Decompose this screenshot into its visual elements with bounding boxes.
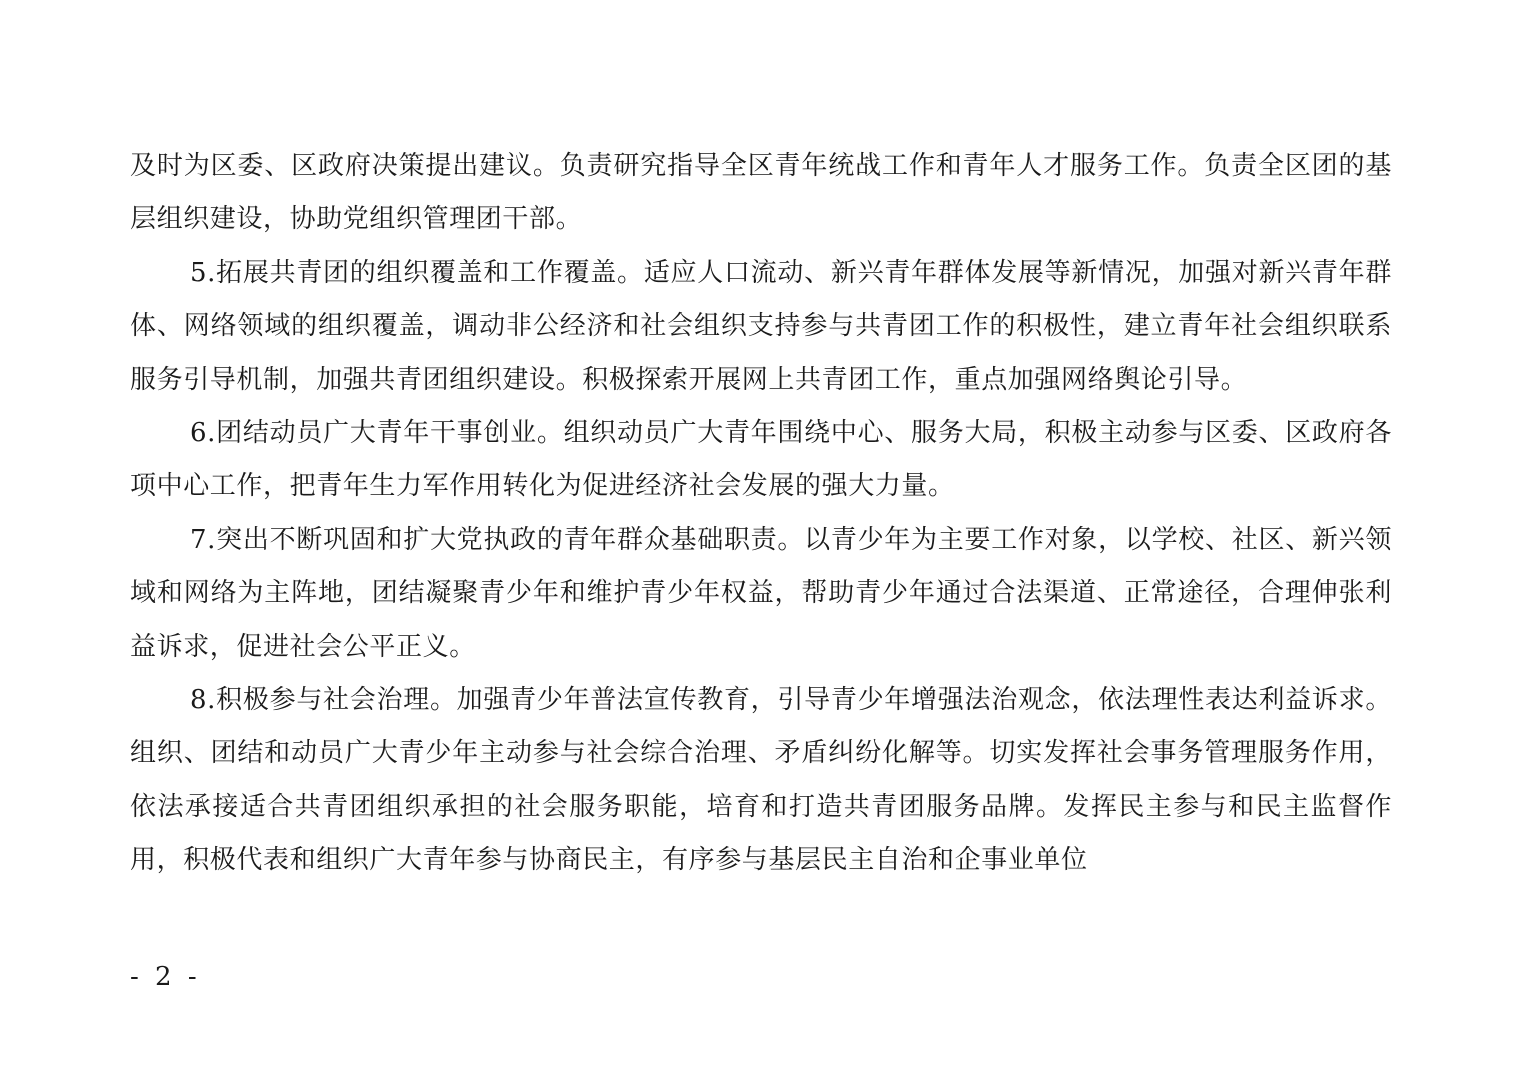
body-text (130, 140, 1392, 888)
paragraph-item-5: 5.拓展共青团的组织覆盖和工作覆盖。适应人口流动、新兴青年群体发展等新情况，加强对新兴青年群体、网络领域的组织覆盖，调动非公经济和社会组织支持参与共青团工作的积极性，建立青年社会组织联系服务引导机制，加强共青团组织建设。积极探索开展网上共青团工作，重点加强网络舆论引导。 (130, 257, 1392, 395)
page-number: - 2 - (130, 962, 201, 992)
paragraph-item-7: 7.突出不断巩固和扩大党执政的青年群众基础职责。以青少年为主要工作对象，以学校、社区、新兴领域和网络为主阵地，团结凝聚青少年和维护青少年权益，帮助青少年通过合法渠道、正常途径，合理伸张利益诉求，促进社会公平正义。 (130, 524, 1392, 662)
paragraph-item-8: 8.积极参与社会治理。加强青少年普法宣传教育，引导青少年增强法治观念，依法理性表达利益诉求。组织、团结和动员广大青少年主动参与社会综合治理、矛盾纠纷化解等。切实发挥社会事务管理服务作用，依法承接适合共青团组织承担的社会服务职能，培育和打造共青团服务品牌。发挥民主参与和民主监督作用，积极代表和组织广大青年参与协商民主，有序参与基层民主自治和企事业单位 (130, 685, 1392, 876)
paragraph-item-6: 6.团结动员广大青年干事创业。组织动员广大青年围绕中心、服务大局，积极主动参与区委、区政府各项中心工作，把青年生力军作用转化为促进经济社会发展的强大力量。 (130, 418, 1392, 502)
paragraph-continuation: 及时为区委、区政府决策提出建议。负责研究指导全区青年统战工作和青年人才服务工作。负责全区团的基层组织建设，协助党组织管理团干部。 (130, 151, 1392, 235)
